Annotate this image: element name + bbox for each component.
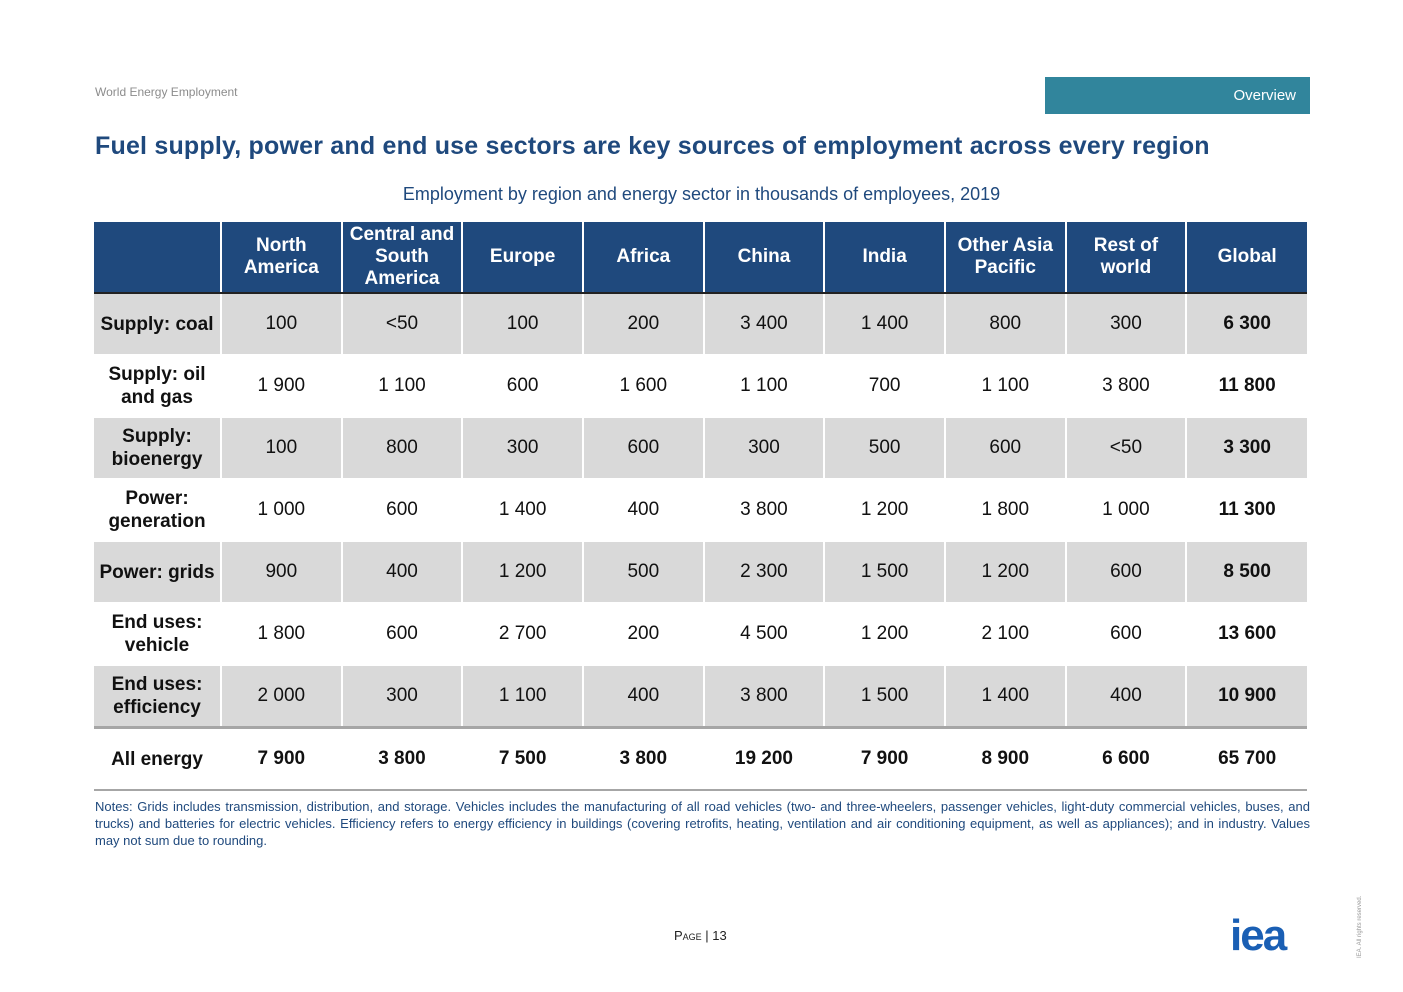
- page-number: Page | 13: [674, 928, 727, 943]
- table-cell: 600: [462, 355, 583, 417]
- table-cell: 800: [945, 293, 1066, 355]
- row-label: Power: generation: [94, 479, 221, 541]
- section-label: Overview: [1233, 87, 1296, 104]
- header-cell: North America: [221, 222, 342, 293]
- table-cell: 1 800: [945, 479, 1066, 541]
- table-cell: 600: [342, 603, 463, 665]
- table-cell: 300: [462, 417, 583, 479]
- iea-logo: iea: [1230, 911, 1286, 960]
- table-cell: 8 900: [945, 728, 1066, 791]
- table-cell: 300: [1066, 293, 1187, 355]
- total-row: [94, 728, 1307, 791]
- table-cell: 400: [583, 479, 704, 541]
- global-cell: 13 600: [1186, 603, 1307, 665]
- table-cell: <50: [342, 293, 463, 355]
- table-cell: 3 800: [342, 728, 463, 791]
- header-cell: Rest of world: [1066, 222, 1187, 293]
- table-row: [94, 665, 1307, 728]
- header-cell: Europe: [462, 222, 583, 293]
- table-cell: 6 600: [1066, 728, 1187, 791]
- table-cell: 1 100: [945, 355, 1066, 417]
- table-cell: 1 400: [824, 293, 945, 355]
- table-cell: 4 500: [704, 603, 825, 665]
- table-cell: 100: [221, 293, 342, 355]
- header-cell: [94, 222, 221, 293]
- row-label: All energy: [94, 728, 221, 791]
- table-cell: 100: [462, 293, 583, 355]
- table-cell: 600: [945, 417, 1066, 479]
- table-cell: 1 000: [221, 479, 342, 541]
- table-cell: 3 800: [1066, 355, 1187, 417]
- table-cell: 2 000: [221, 665, 342, 728]
- header-cell: India: [824, 222, 945, 293]
- global-cell: 8 500: [1186, 541, 1307, 603]
- table-cell: 400: [1066, 665, 1187, 728]
- table-cell: 1 900: [221, 355, 342, 417]
- table-cell: 1 100: [342, 355, 463, 417]
- table-header-row: [94, 222, 1307, 293]
- rights-notice: IEA. All rights reserved.: [1357, 895, 1363, 958]
- table-cell: 19 200: [704, 728, 825, 791]
- table-cell: 300: [342, 665, 463, 728]
- row-label: Supply: oil and gas: [94, 355, 221, 417]
- table-cell: 700: [824, 355, 945, 417]
- table-cell: 600: [583, 417, 704, 479]
- page-number-value: 13: [712, 928, 727, 943]
- row-label: End uses: vehicle: [94, 603, 221, 665]
- table-cell: 400: [342, 541, 463, 603]
- table-notes: Notes: Grids includes transmission, distribution, and storage. Vehicles includes the manufacturing of all road vehicles (two- and three-wheelers, passenger vehicles, light-duty commercial vehicles, buses, and trucks) and batteries for electric vehicles. Efficiency refers to energy efficiency in buildings (covering retrofits, heating, ventilation and air conditioning equipment, as well as appliances); and in industry. Values may not sum due to rounding.: [95, 799, 1310, 848]
- page-title: Fuel supply, power and end use sectors are key sources of employment across every region: [95, 132, 1210, 160]
- table-cell: 2 100: [945, 603, 1066, 665]
- row-label: Power: grids: [94, 541, 221, 603]
- row-label: End uses: efficiency: [94, 665, 221, 728]
- table-cell: 1 000: [1066, 479, 1187, 541]
- table-row: [94, 293, 1307, 355]
- table-cell: 3 400: [704, 293, 825, 355]
- table-cell: 1 200: [945, 541, 1066, 603]
- table-cell: 900: [221, 541, 342, 603]
- table-cell: 600: [342, 479, 463, 541]
- table-cell: 3 800: [704, 479, 825, 541]
- table-cell: 1 200: [462, 541, 583, 603]
- table-cell: 300: [704, 417, 825, 479]
- table-cell: 600: [1066, 541, 1187, 603]
- table-cell: 1 100: [462, 665, 583, 728]
- table-cell: 1 200: [824, 603, 945, 665]
- table-cell: 3 800: [704, 665, 825, 728]
- table-cell: 400: [583, 665, 704, 728]
- row-label: Supply: coal: [94, 293, 221, 355]
- table-cell: 200: [583, 293, 704, 355]
- header-cell: Other Asia Pacific: [945, 222, 1066, 293]
- header-cell: Global: [1186, 222, 1307, 293]
- section-tab-overview[interactable]: [1045, 77, 1310, 114]
- employment-table: [94, 222, 1307, 791]
- table-cell: 1 200: [824, 479, 945, 541]
- table-cell: 1 600: [583, 355, 704, 417]
- global-cell: 3 300: [1186, 417, 1307, 479]
- table-cell: 2 700: [462, 603, 583, 665]
- header-cell: Central and South America: [342, 222, 463, 293]
- global-cell: 65 700: [1186, 728, 1307, 791]
- table-cell: <50: [1066, 417, 1187, 479]
- table-row: [94, 355, 1307, 417]
- page-label: Page: [674, 928, 702, 943]
- table-cell: 7 900: [824, 728, 945, 791]
- table-cell: 600: [1066, 603, 1187, 665]
- row-label: Supply: bioenergy: [94, 417, 221, 479]
- header-cell: China: [704, 222, 825, 293]
- global-cell: 11 800: [1186, 355, 1307, 417]
- table-row: [94, 603, 1307, 665]
- table-cell: 200: [583, 603, 704, 665]
- table-cell: 1 400: [945, 665, 1066, 728]
- table-cell: 7 500: [462, 728, 583, 791]
- header-cell: Africa: [583, 222, 704, 293]
- table-caption: Employment by region and energy sector in thousands of employees, 2019: [402, 184, 1001, 204]
- document-title: World Energy Employment: [95, 85, 238, 99]
- table-cell: 2 300: [704, 541, 825, 603]
- table-cell: 1 500: [824, 665, 945, 728]
- table-cell: 1 800: [221, 603, 342, 665]
- table-cell: 100: [221, 417, 342, 479]
- table-cell: 500: [824, 417, 945, 479]
- table-row: [94, 541, 1307, 603]
- table-cell: 1 100: [704, 355, 825, 417]
- global-cell: 11 300: [1186, 479, 1307, 541]
- table-row: [94, 417, 1307, 479]
- table-cell: 7 900: [221, 728, 342, 791]
- table-cell: 500: [583, 541, 704, 603]
- table-cell: 1 400: [462, 479, 583, 541]
- table-cell: 1 500: [824, 541, 945, 603]
- table-row: [94, 479, 1307, 541]
- global-cell: 6 300: [1186, 293, 1307, 355]
- global-cell: 10 900: [1186, 665, 1307, 728]
- table-cell: 3 800: [583, 728, 704, 791]
- table-cell: 800: [342, 417, 463, 479]
